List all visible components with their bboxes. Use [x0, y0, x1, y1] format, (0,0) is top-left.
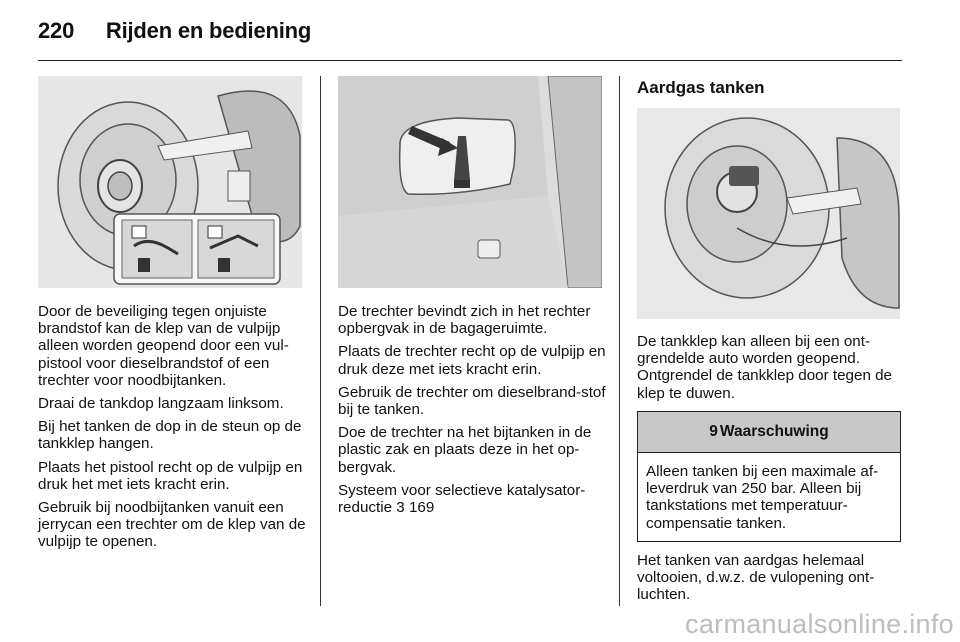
funnel-storage-illustration: [338, 76, 602, 288]
cng-flap-drawing: [637, 108, 900, 319]
fuel-flap-illustration: [38, 76, 302, 288]
paragraph: Het tanken van aardgas helemaal voltooien, d.w.z. de vulopening ont-luchten.: [637, 552, 875, 604]
column-3-closing: [637, 552, 905, 610]
paragraph: Bij het tanken de dop in de steun op de tankklep hangen.: [38, 418, 302, 453]
paragraph: Door de beveiliging tegen onjuiste brandstof kan de klep van de vulpijp alleen worden geopend door een vul-pistool voor dieselbrandstof of een trechter voor noodbijtanken.: [38, 303, 289, 389]
cng-flap-illustration: [637, 108, 900, 319]
header-divider: [38, 60, 902, 61]
paragraph: De tankklep kan alleen bij een ont-grendelde auto worden geopend. Ontgrendel de tankklep door tegen de klep te duwen.: [637, 333, 892, 402]
paragraph: Gebruik de trechter om dieselbrand-stof bij te tanken.: [338, 383, 606, 419]
reference-page-link[interactable]: 169: [408, 499, 435, 517]
page-ref-arrow-icon: 3: [396, 499, 405, 517]
paragraph: De trechter bevindt zich in het rechter opbergvak in de bagageruimte.: [338, 303, 591, 338]
page-header: [38, 18, 311, 44]
warning-header: [638, 412, 900, 453]
paragraph: Doe de trechter na het bijtanken in de plastic zak en plaats deze in het op-bergvak.: [338, 424, 592, 476]
paragraph: Plaats de trechter recht op de vulpijp en druk deze met iets kracht erin.: [338, 343, 606, 378]
warning-text: Alleen tanken bij een maximale af-leverdruk van 250 bar. Alleen bij tankstations met temperatuur-compensatie tanken.: [646, 463, 879, 532]
reference-text: Systeem voor selectieve katalysator-reductie: [338, 481, 586, 517]
warning-box: [637, 411, 901, 542]
funnel-storage-drawing: [338, 76, 602, 288]
fuel-flap-drawing: [38, 76, 302, 288]
watermark: carmanualsonline.info: [685, 609, 954, 639]
column-3-text: [637, 333, 905, 408]
column-2-text: [338, 303, 610, 522]
column-1-text: [38, 303, 310, 557]
warning-triangle-icon: 9: [709, 423, 718, 440]
scr-reference: [338, 482, 610, 516]
column-divider-1: [320, 76, 321, 606]
warning-title: Waarschuwing: [719, 423, 829, 440]
column-divider-2: [619, 76, 620, 606]
paragraph: Gebruik bij noodbijtanken vanuit een jerrycan een trechter om de klep van de vulpijp te openen.: [38, 499, 306, 551]
paragraph: Draai de tankdop langzaam linksom.: [38, 395, 284, 413]
page-title: Rijden en bediening: [105, 18, 312, 43]
page-number: 220: [38, 18, 75, 43]
paragraph: Plaats het pistool recht op de vulpijp en druk het met iets kracht erin.: [38, 458, 303, 493]
section-heading: Aardgas tanken: [637, 78, 765, 97]
